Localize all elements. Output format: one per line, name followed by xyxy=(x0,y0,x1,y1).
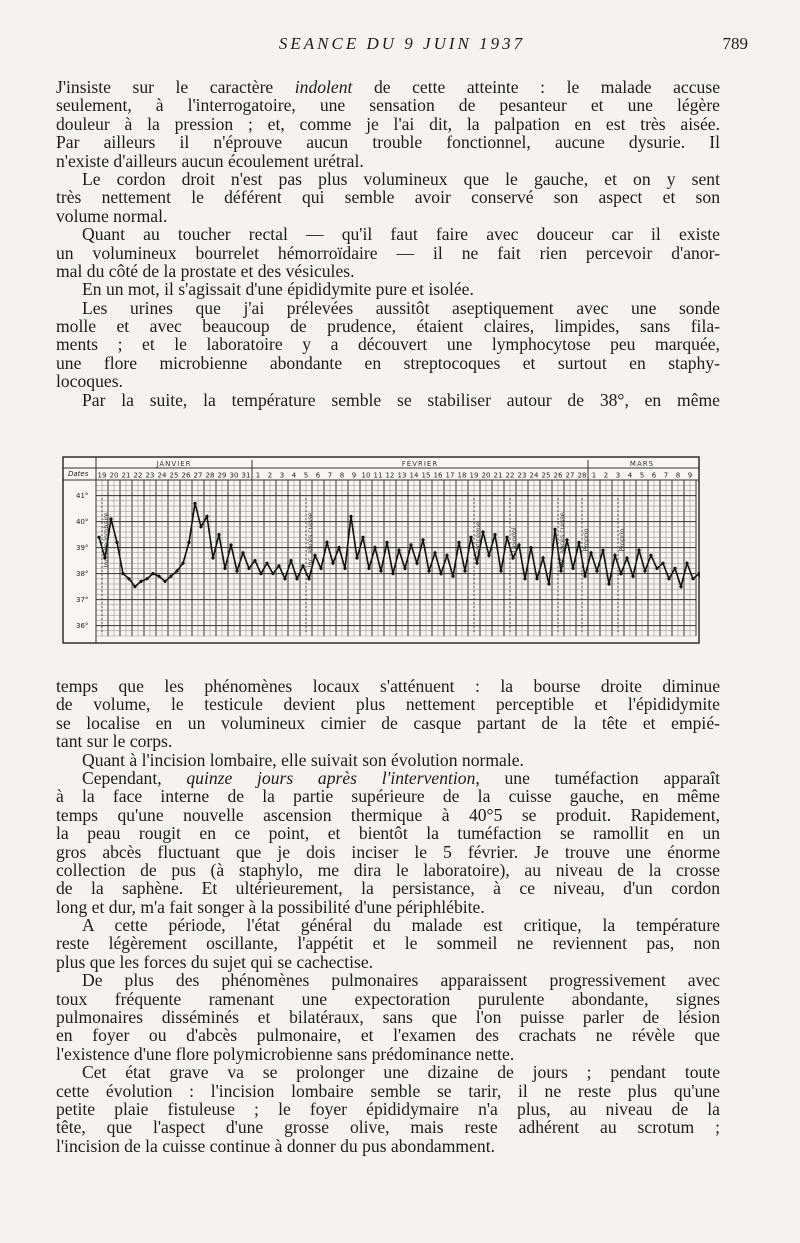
text-line xyxy=(56,990,720,1008)
temperature-point xyxy=(289,559,292,562)
text-run: long et dur, m'a fait songer à la possibilité d'une périphlébite. xyxy=(56,896,485,917)
temperature-point xyxy=(523,577,526,580)
text-line xyxy=(56,1026,720,1044)
text-line xyxy=(56,391,720,409)
text-line xyxy=(56,317,720,335)
temperature-point xyxy=(583,575,586,578)
day-label: 7 xyxy=(327,471,333,480)
day-label: 22 xyxy=(133,471,143,480)
temperature-point xyxy=(667,577,670,580)
day-label: 31 xyxy=(241,471,251,480)
text-run: de la saphène. Et ultérieurement, la persistance, à ce niveau, d'un cordon xyxy=(56,878,720,899)
text-line xyxy=(56,207,720,225)
day-label: 25 xyxy=(541,471,551,480)
text-line xyxy=(56,96,720,114)
temperature-point xyxy=(223,567,226,570)
day-label: 9 xyxy=(687,471,693,480)
text-block-top xyxy=(56,78,720,409)
italic-text: quinze jours après l'intervention xyxy=(186,767,476,788)
text-line xyxy=(56,78,720,96)
text-line xyxy=(56,262,720,280)
text-run: Le cordon droit n'est pas plus volumineux que le gauche, et on y sent xyxy=(82,168,720,189)
day-label: 6 xyxy=(651,471,657,480)
day-label: 6 xyxy=(315,471,321,480)
annotation-label: Septicémie xyxy=(474,521,482,559)
temperature-point xyxy=(613,554,616,557)
text-run: plus que les forces du sujet qui se cachectise. xyxy=(56,951,374,972)
temperature-point xyxy=(235,569,238,572)
text-run: Par la suite, la température semble se stabiliser autour de 38°, en même xyxy=(82,389,720,410)
text-line xyxy=(56,714,720,732)
text-line xyxy=(56,170,720,188)
temperature-point xyxy=(217,533,220,536)
temperature-point xyxy=(475,562,478,565)
day-label: 27 xyxy=(565,471,575,480)
text-run: tête, que l'aspect d'une grosse olive, mais reste adhérent au scrotum ; xyxy=(56,1117,720,1138)
temperature-point xyxy=(205,515,208,518)
annotation-label: Proprio xyxy=(618,528,626,552)
day-label: 24 xyxy=(529,471,539,480)
text-run: mal du côté de la prostate et des vésicules. xyxy=(56,260,355,281)
day-label: 19 xyxy=(469,471,479,480)
text-line xyxy=(56,732,720,750)
text-line xyxy=(56,861,720,879)
temperature-point xyxy=(325,541,328,544)
day-label: 18 xyxy=(457,471,467,480)
annotation-label: Inc. abcès cuisse xyxy=(306,512,314,568)
text-run: J'insiste sur le caractère xyxy=(56,77,295,97)
temperature-point xyxy=(469,536,472,539)
temperature-point xyxy=(685,562,688,565)
y-tick-label: 36° xyxy=(76,622,89,631)
temperature-point xyxy=(445,554,448,557)
temperature-point xyxy=(259,572,262,575)
temperature-point xyxy=(241,551,244,554)
day-label: 26 xyxy=(553,471,563,480)
day-label: 30 xyxy=(229,471,239,480)
month-label: FÉVRIER xyxy=(401,460,439,468)
temperature-point xyxy=(97,536,100,539)
temperature-point xyxy=(571,567,574,570)
text-run: l'incision de la cuisse continue à donner du pus abondamment. xyxy=(56,1135,496,1156)
temperature-point xyxy=(397,549,400,552)
annotation-label: Proprio xyxy=(582,528,590,552)
day-label: 22 xyxy=(505,471,515,480)
text-line xyxy=(56,354,720,372)
text-run: seulement, à l'interrogatoire, une sensation de pesanteur et une légère xyxy=(56,95,720,116)
text-run: ments ; et le laboratoire y a découvert une lymphocytose peu marquée, xyxy=(56,334,720,355)
temperature-chart xyxy=(62,456,700,644)
day-label: 8 xyxy=(675,471,681,480)
temperature-point xyxy=(535,577,538,580)
y-tick-label: 41° xyxy=(76,492,89,501)
text-run: la peau rougit en ce point, et bientôt la tuméfaction se ramollit en un xyxy=(56,823,720,844)
temperature-point xyxy=(619,572,622,575)
temperature-point xyxy=(385,541,388,544)
day-label: 1 xyxy=(591,471,597,480)
text-run: se localise en un volumineux cimier de casque partant de la tête et empié- xyxy=(56,712,720,733)
dates-label: Dates xyxy=(68,470,89,478)
running-head: SEANCE DU 9 JUIN 1937 xyxy=(278,34,526,53)
text-run: gros abcès fluctuant que je dois inciser le 5 février. Je trouve une énorme xyxy=(56,841,720,862)
y-tick-label: 39° xyxy=(76,544,89,553)
text-run: n'existe d'ailleurs aucun écoulement urétral. xyxy=(56,150,364,171)
temperature-point xyxy=(277,564,280,567)
temperature-point xyxy=(253,559,256,562)
text-run: De plus des phénomènes pulmonaires apparaissent progressivement avec xyxy=(82,970,720,991)
text-run: En un mot, il s'agissait d'une épididymite pure et isolée. xyxy=(82,279,474,300)
day-label: 29 xyxy=(217,471,227,480)
text-line xyxy=(56,299,720,317)
temperature-point xyxy=(343,567,346,570)
text-line xyxy=(56,843,720,861)
text-run: Cependant, xyxy=(82,767,187,788)
day-label: 2 xyxy=(267,471,273,480)
temperature-point xyxy=(673,567,676,570)
day-label: 26 xyxy=(181,471,191,480)
temperature-point xyxy=(265,562,268,565)
temperature-point xyxy=(115,541,118,544)
text-line xyxy=(56,953,720,971)
temperature-point xyxy=(361,536,364,539)
text-run: tant sur le corps. xyxy=(56,731,173,752)
text-line xyxy=(56,824,720,842)
temperature-point xyxy=(247,567,250,570)
day-label: 14 xyxy=(409,471,419,480)
text-run: , une tuméfaction apparaît xyxy=(475,767,720,788)
day-label: 17 xyxy=(445,471,455,480)
temperature-chart-svg xyxy=(62,456,700,644)
text-run: temps que les phénomènes locaux s'atténuent : la bourse droite diminue xyxy=(56,676,720,696)
text-line xyxy=(56,934,720,952)
day-label: 23 xyxy=(145,471,155,480)
temperature-point xyxy=(175,569,178,572)
text-line xyxy=(56,1100,720,1118)
temperature-point xyxy=(133,585,136,588)
y-tick-label: 37° xyxy=(76,596,89,605)
text-line xyxy=(56,372,720,390)
annotation-label: Inc. abcès cuisse xyxy=(558,512,566,568)
text-run: Quant au toucher rectal — qu'il faut faire avec douceur car il existe xyxy=(82,224,720,245)
text-line xyxy=(56,898,720,916)
temperature-point xyxy=(139,580,142,583)
day-label: 1 xyxy=(255,471,261,480)
temperature-point xyxy=(499,569,502,572)
day-label: 8 xyxy=(339,471,345,480)
day-label: 23 xyxy=(517,471,527,480)
temperature-point xyxy=(373,546,376,549)
text-line xyxy=(56,769,720,787)
day-label: 19 xyxy=(97,471,107,480)
temperature-point xyxy=(187,541,190,544)
day-label: 3 xyxy=(279,471,285,480)
temperature-point xyxy=(409,543,412,546)
temperature-point xyxy=(451,575,454,578)
temperature-point xyxy=(457,541,460,544)
temperature-point xyxy=(559,569,562,572)
text-line xyxy=(56,1063,720,1081)
temperature-point xyxy=(193,502,196,505)
temperature-point xyxy=(283,577,286,580)
text-run: toux fréquente ramenant une expectoration purulente abondante, signes xyxy=(56,988,720,1009)
day-label: 10 xyxy=(361,471,371,480)
text-run: à la face interne de la partie supérieure de la cuisse gauche, en même xyxy=(56,786,720,807)
temperature-point xyxy=(163,580,166,583)
page-number: 789 xyxy=(722,34,748,53)
temperature-point xyxy=(127,577,130,580)
day-label: 25 xyxy=(169,471,179,480)
temperature-point xyxy=(211,556,214,559)
text-run: un volumineux bourrelet hémorroïdaire — il ne fait rien percevoir d'anor- xyxy=(56,242,720,263)
temperature-point xyxy=(661,562,664,565)
text-line xyxy=(56,1008,720,1026)
temperature-point xyxy=(199,525,202,528)
temperature-point xyxy=(331,562,334,565)
day-label: 21 xyxy=(121,471,131,480)
text-run: pulmonaires disséminés et bilatéraux, sans que l'on puisse parler de lésion xyxy=(56,1007,720,1028)
text-run: collection de pus (à staphylo, me dira le laboratoire), au niveau de la crosse xyxy=(56,859,720,880)
temperature-point xyxy=(157,575,160,578)
temperature-point xyxy=(151,572,154,575)
temperature-point xyxy=(307,577,310,580)
day-label: 2 xyxy=(603,471,609,480)
temperature-point xyxy=(355,556,358,559)
text-line xyxy=(56,152,720,170)
text-line xyxy=(56,335,720,353)
text-run: de cette atteinte : le malade accuse xyxy=(352,77,720,97)
text-line xyxy=(56,695,720,713)
text-line xyxy=(56,280,720,298)
text-run: petite plaie fistuleuse ; le foyer épididymaire n'a plus, au niveau de la xyxy=(56,1098,720,1119)
page-header xyxy=(56,34,748,56)
temperature-point xyxy=(421,538,424,541)
text-line xyxy=(56,188,720,206)
temperature-point xyxy=(319,567,322,570)
text-run: Par ailleurs il n'éprouve aucun trouble fonctionnel, aucune dysurie. Il xyxy=(56,132,720,153)
temperature-point xyxy=(349,515,352,518)
temperature-point xyxy=(295,577,298,580)
day-label: 20 xyxy=(481,471,491,480)
temperature-point xyxy=(601,549,604,552)
text-run: l'existence d'une flore polymicrobienne sans prédominance nette. xyxy=(56,1043,515,1064)
day-label: 28 xyxy=(205,471,215,480)
text-run: très nettement le déférent qui semble avoir conservé son aspect et son xyxy=(56,187,720,208)
text-run: locoques. xyxy=(56,371,123,392)
temperature-point xyxy=(487,554,490,557)
temperature-point xyxy=(271,572,274,575)
text-line xyxy=(56,1045,720,1063)
temperature-point xyxy=(607,582,610,585)
temperature-point xyxy=(511,556,514,559)
text-run: en foyer ou d'abcès pulmonaire, et l'examen des crachats ne révèle que xyxy=(56,1025,720,1046)
day-label: 28 xyxy=(577,471,587,480)
temperature-point xyxy=(169,575,172,578)
text-run: reste légèrement oscillante, l'appétit et le sommeil ne reviennent pas, non xyxy=(56,933,720,954)
temperature-point xyxy=(631,575,634,578)
temperature-point xyxy=(415,562,418,565)
temperature-point xyxy=(691,577,694,580)
text-line xyxy=(56,879,720,897)
text-line xyxy=(56,1082,720,1100)
temperature-point xyxy=(655,567,658,570)
temperature-point xyxy=(547,582,550,585)
text-run: temps qu'une nouvelle ascension thermique à 40°5 se produit. Rapidement, xyxy=(56,804,720,825)
text-line xyxy=(56,244,720,262)
day-label: 27 xyxy=(193,471,203,480)
text-run: une flore microbienne abondante en streptocoques et surtout en staphy- xyxy=(56,352,720,373)
annotation-label: Incision lombaire xyxy=(102,512,110,568)
temperature-point xyxy=(553,528,556,531)
text-line xyxy=(56,1118,720,1136)
y-tick-label: 38° xyxy=(76,570,89,579)
text-line xyxy=(56,115,720,133)
day-label: 15 xyxy=(421,471,431,480)
day-label: 9 xyxy=(351,471,357,480)
italic-text: indolent xyxy=(294,77,353,97)
temperature-point xyxy=(229,543,232,546)
temperature-point xyxy=(337,546,340,549)
day-label: 4 xyxy=(627,471,633,480)
text-run: Quant à l'incision lombaire, elle suivait son évolution normale. xyxy=(82,749,524,770)
text-line xyxy=(56,787,720,805)
temperature-point xyxy=(679,585,682,588)
text-run: A cette période, l'état général du malade est critique, la température xyxy=(82,915,720,936)
day-label: 13 xyxy=(397,471,407,480)
text-run: Cet état grave va se prolonger une dizaine de jours ; pendant toute xyxy=(82,1062,720,1083)
text-line xyxy=(56,916,720,934)
temperature-point xyxy=(505,536,508,539)
text-run: douleur à la pression ; et, comme je l'ai dit, la palpation en est très aisée. xyxy=(56,113,720,134)
temperature-point xyxy=(403,567,406,570)
temperature-point xyxy=(433,551,436,554)
text-line xyxy=(56,971,720,989)
temperature-point xyxy=(121,572,124,575)
text-run: molle et avec beaucoup de prudence, étaient claires, limpides, sans fila- xyxy=(56,316,720,337)
temperature-point xyxy=(643,569,646,572)
day-label: 16 xyxy=(433,471,443,480)
y-tick-label: 40° xyxy=(76,518,89,527)
temperature-point xyxy=(595,569,598,572)
text-run: Les urines que j'ai prélevées aussitôt aseptiquement avec une sonde xyxy=(82,297,720,318)
temperature-point xyxy=(463,569,466,572)
temperature-point xyxy=(493,533,496,536)
temperature-point xyxy=(625,556,628,559)
temperature-point xyxy=(181,562,184,565)
annotation-label: Lipiodol xyxy=(510,527,518,553)
temperature-point xyxy=(145,577,148,580)
text-line xyxy=(56,1137,720,1155)
temperature-point xyxy=(649,554,652,557)
day-label: 11 xyxy=(373,471,383,480)
temperature-point xyxy=(391,572,394,575)
temperature-point xyxy=(541,556,544,559)
temperature-point xyxy=(577,541,580,544)
month-label: MARS xyxy=(629,460,655,468)
temperature-point xyxy=(439,572,442,575)
day-label: 5 xyxy=(303,471,309,480)
temperature-point xyxy=(427,569,430,572)
day-label: 24 xyxy=(157,471,167,480)
day-label: 20 xyxy=(109,471,119,480)
text-line xyxy=(56,751,720,769)
temperature-point xyxy=(529,546,532,549)
text-run: volume normal. xyxy=(56,205,168,226)
text-line xyxy=(56,806,720,824)
day-label: 5 xyxy=(639,471,645,480)
day-label: 4 xyxy=(291,471,297,480)
month-label: JANVIER xyxy=(156,460,192,468)
day-label: 3 xyxy=(615,471,621,480)
text-line xyxy=(56,677,720,695)
text-line xyxy=(56,133,720,151)
text-block-bottom xyxy=(56,677,720,1155)
text-run: cette évolution : l'incision lombaire semble se tarir, il ne reste plus qu'une xyxy=(56,1080,720,1101)
text-line xyxy=(56,225,720,243)
temperature-point xyxy=(367,567,370,570)
temperature-point xyxy=(637,549,640,552)
day-label: 21 xyxy=(493,471,503,480)
temperature-point xyxy=(379,569,382,572)
text-run: de volume, le testicule devient plus nettement perceptible et l'épididymite xyxy=(56,694,720,715)
day-label: 12 xyxy=(385,471,395,480)
temperature-point xyxy=(301,564,304,567)
day-label: 7 xyxy=(663,471,669,480)
